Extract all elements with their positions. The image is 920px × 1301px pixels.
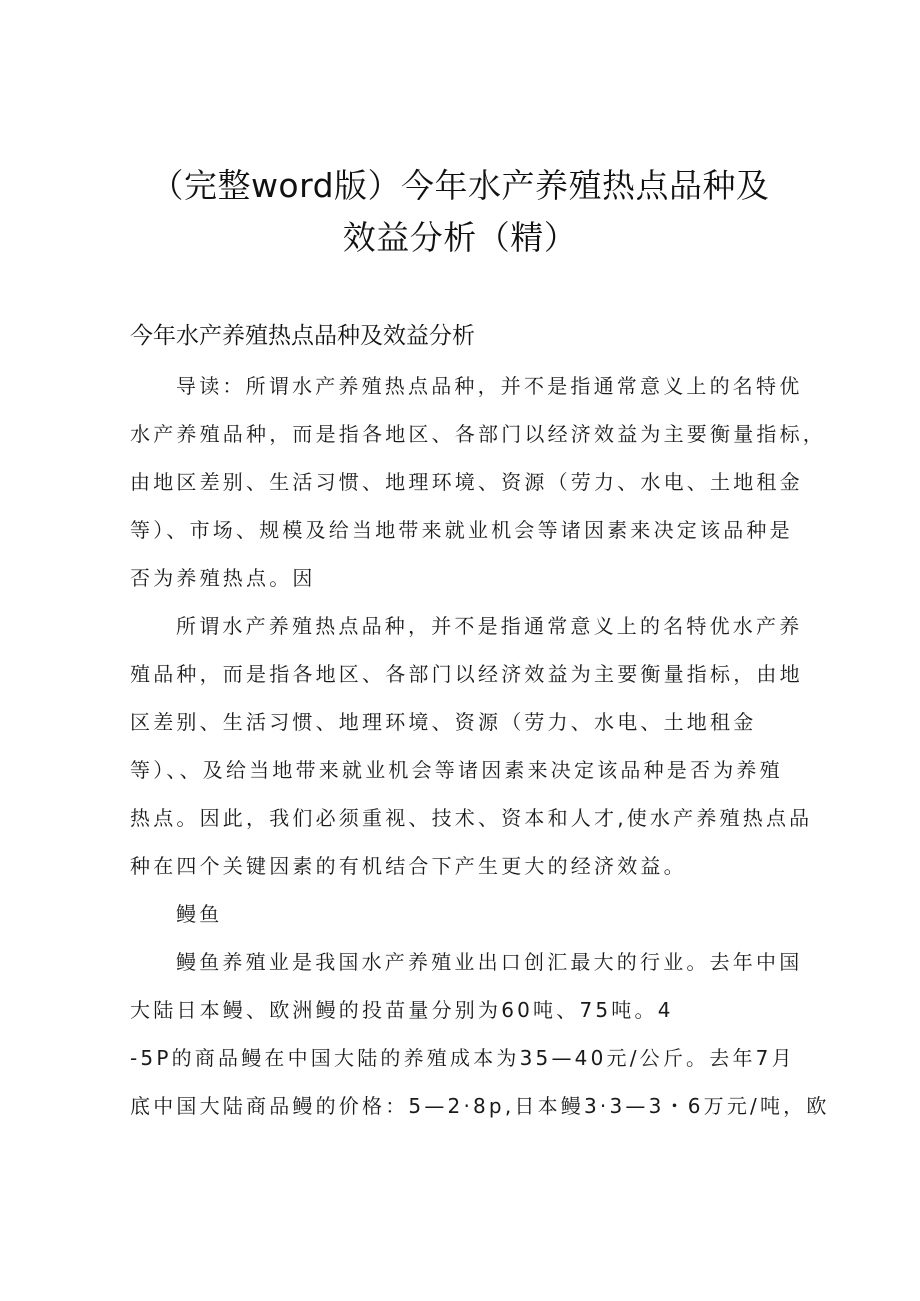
paragraph-line: 热点。因此，我们必须重视、技术、资本和人才,使水产养殖热点品	[130, 806, 813, 830]
title-line-2: 效益分析（精）	[342, 218, 578, 257]
section-label-eel: 鳗鱼	[176, 902, 223, 926]
section-heading: 今年水产养殖热点品种及效益分析	[130, 323, 475, 349]
document-title	[0, 160, 920, 264]
paragraph-line: 由地区差别、生活习惯、地理环境、资源（劳力、水电、土地租金	[130, 470, 803, 494]
paragraph-line: 水产养殖品种，而是指各地区、各部门以经济效益为主要衡量指标，	[130, 422, 826, 446]
paragraph-line: 等）、、及给当地带来就业机会等诸因素来决定该品种是否为养殖	[130, 758, 783, 782]
paragraph-line: 鳗鱼养殖业是我国水产养殖业出口创汇最大的行业。去年中国	[176, 950, 803, 974]
paragraph-line: 大陆日本鳗、欧洲鳗的投苗量分别为60吨、75吨。4	[130, 998, 674, 1022]
paragraph-line: 底中国大陆商品鳗的价格：5—2·8p,日本鳗3·3—3・6万元/吨，欧	[130, 1094, 830, 1118]
paragraph-line: 等）、市场、规模及给当地带来就业机会等诸因素来决定该品种是	[130, 518, 793, 542]
paragraph-line: 导读：所谓水产养殖热点品种，并不是指通常意义上的名特优	[176, 374, 803, 398]
paragraph-line: -5P的商品鳗在中国大陆的养殖成本为35—40元/公斤。去年7月	[130, 1046, 795, 1070]
paragraph-line: 区差别、生活习惯、地理环境、资源（劳力、水电、土地租金	[130, 710, 757, 734]
paragraph-line: 种在四个关键因素的有机结合下产生更大的经济效益。	[130, 854, 687, 878]
paragraph-line: 所谓水产养殖热点品种，并不是指通常意义上的名特优水产养	[176, 614, 803, 638]
title-line-1: （完整word版）今年水产养殖热点品种及	[150, 166, 770, 205]
paragraph-line: 否为养殖热点。因	[130, 566, 316, 590]
paragraph-line: 殖品种，而是指各地区、各部门以经济效益为主要衡量指标，由地	[130, 662, 803, 686]
